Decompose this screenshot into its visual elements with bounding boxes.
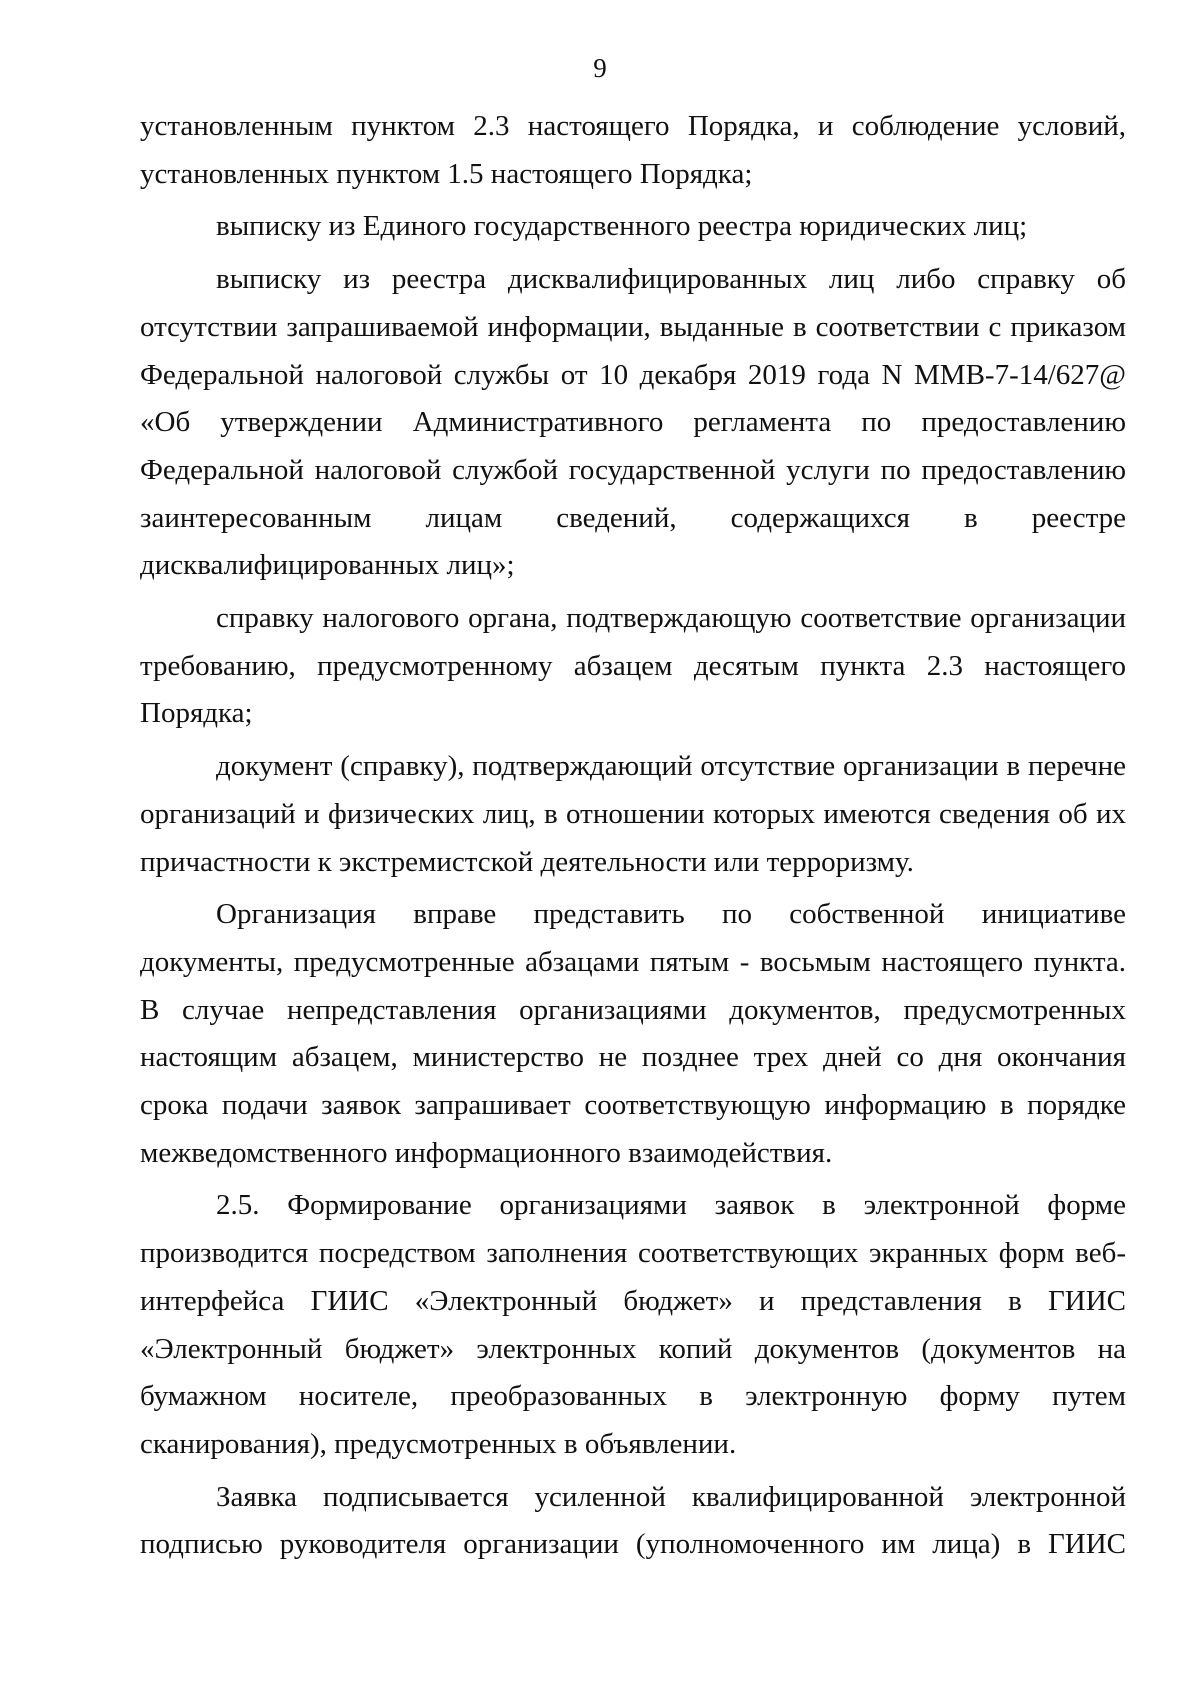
document-body [140, 103, 1126, 1569]
paragraph-own-initiative: Организация вправе представить по собственной инициативе документы, предусмотренные абзацами пятым - восьмым настоящего пункта. В случае непредставления организациями документов, предусмотренных настоящим абзацем, министерство не позднее трех дней со дня окончания срока подачи заявок запрашивает соответствующую информацию в порядке межведомственного информационного взаимодействия. [140, 898, 1126, 1169]
paragraph-signature: Заявка подписывается усиленной квалифицированной электронной подписью руководителя организации (уполномоченного им лица) в ГИИС [140, 1480, 1126, 1561]
paragraph-section-2-5: 2.5. Формирование организациями заявок в электронной форме производится посредством заполнения соответствующих экранных форм веб-интерфейса ГИИС «Электронный бюджет» и представления в ГИИС «Электронный бюджет» электронных копий документов (документов на бумажном носителе, преобразованных в электронную форму путем сканирования), предусмотренных в объявлении. [140, 1189, 1126, 1460]
paragraph-disqualified-registry: выписку из реестра дисквалифицированных лиц либо справку об отсутствии запрашиваемой информации, выданные в соответствии с приказом Федеральной налоговой службы от 10 декабря 2019 года N ММВ-7-14/627@ «Об утверждении Административного регламента по предоставлению Федеральной налоговой службой государственной услуги по предоставлению заинтересованным лицам сведений, содержащихся в реестре дисквалифицированных лиц»; [140, 263, 1126, 582]
paragraph-egrul-extract: выписку из Единого государственного реестра юридических лиц; [216, 210, 1028, 243]
page-number: 9 [593, 53, 607, 83]
paragraph-tax-certificate: справку налогового органа, подтверждающую соответствие организации требованию, предусмотренному абзацем десятым пункта 2.3 настоящего Порядка; [140, 602, 1126, 730]
paragraph-extremism-certificate: документ (справку), подтверждающий отсутствие организации в перечне организаций и физических лиц, в отношении которых имеются сведения об их причастности к экстремистской деятельности или терроризму. [140, 750, 1126, 878]
paragraph-conditions: установленным пунктом 2.3 настоящего Порядка, и соблюдение условий, установленных пунктом 1.5 настоящего Порядка; [140, 110, 1126, 190]
